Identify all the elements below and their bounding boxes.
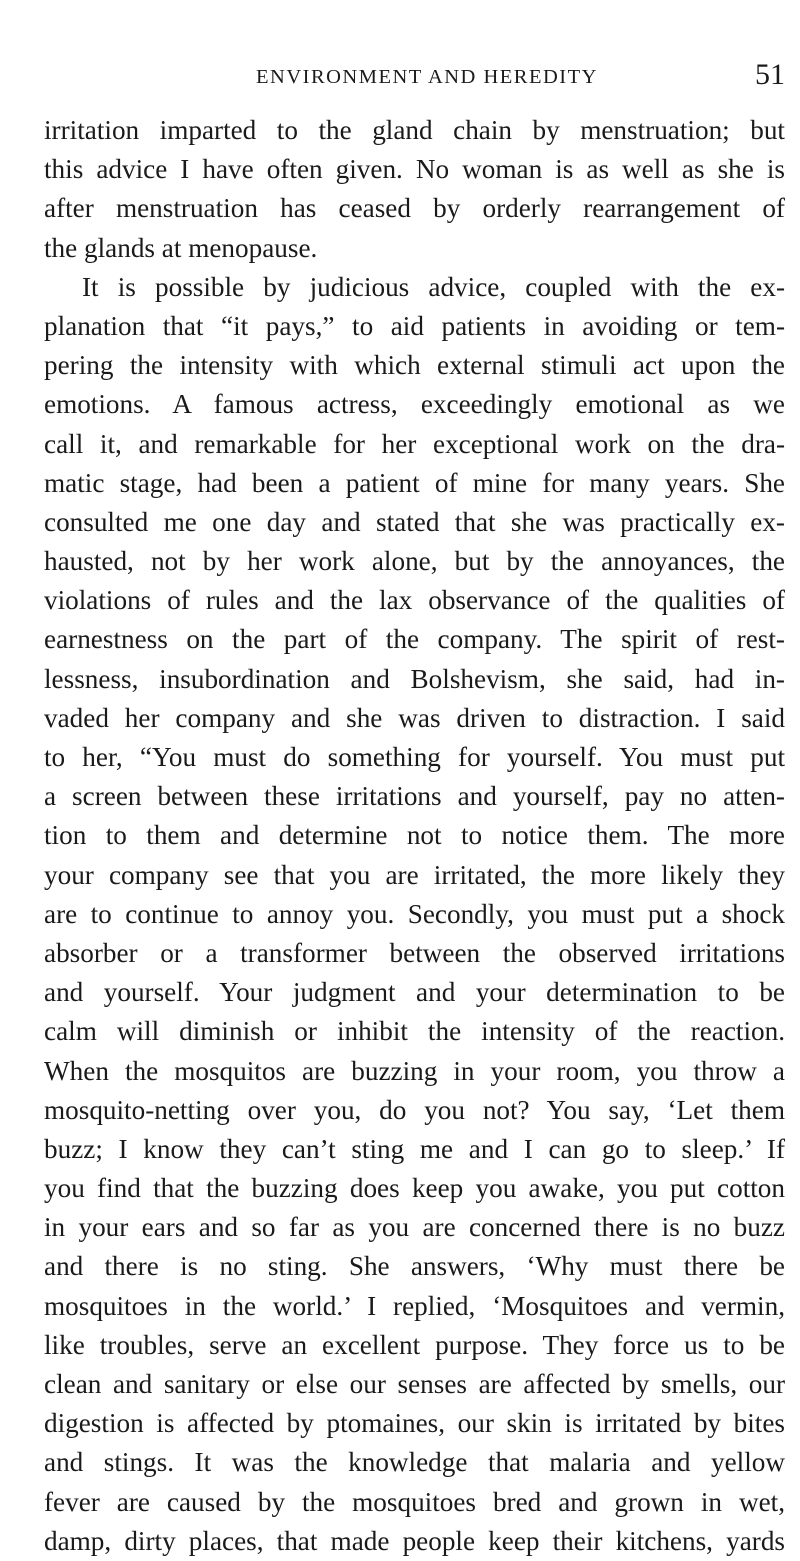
text-line: lessness, insubordination and Bolshevism, she said, had in- [44, 663, 785, 694]
text-line: and yourself. Your judgment and your determination to be [44, 977, 785, 1008]
text-line: absorber or a transformer between the observed irritations [44, 937, 785, 968]
text-line: planation that “it pays,” to aid patients in avoiding or tem- [44, 310, 785, 341]
text-line: matic stage, had been a patient of mine for many years. She [44, 467, 785, 498]
text-line: clean and sanitary or else our senses are affected by smells, our [44, 1369, 785, 1399]
page-number: 51 [755, 58, 785, 91]
text-line: in your ears and so far as you are concerned there is no buzz [44, 1212, 785, 1243]
text-line: tion to them and determine not to notice them. The more [44, 820, 785, 851]
text-line: like troubles, serve an excellent purpose. They force us to be [44, 1329, 785, 1360]
text-line: call it, and remarkable for her exceptional work on the dra- [44, 428, 785, 459]
text-line: When the mosquitos are buzzing in your room, you throw a [44, 1055, 785, 1086]
text-line: digestion is affected by ptomaines, our skin is irritated by bites [44, 1408, 785, 1439]
text-line: pering the intensity with which external stimuli act upon the [44, 350, 785, 381]
text-line: you find that the buzzing does keep you awake, you put cotton [44, 1173, 785, 1204]
text-line: this advice I have often given. No woman is as well as she is [44, 154, 785, 185]
text-line: after menstruation has ceased by orderly rearrangement of [44, 193, 785, 224]
text-line: mosquito-netting over you, do you not? You say, ‘Let them [44, 1094, 785, 1125]
text-line: violations of rules and the lax observance of the qualities of [44, 585, 785, 616]
text-line: It is possible by judicious advice, coupled with the ex- [82, 271, 785, 302]
text-line: to her, “You must do something for yourself. You must put [44, 742, 785, 772]
text-line: are to continue to annoy you. Secondly, you must put a shock [44, 898, 785, 929]
body-text [44, 111, 785, 1561]
text-line: mosquitoes in the world.’ I replied, ‘Mosquitoes and vermin, [44, 1290, 785, 1321]
text-line: earnestness on the part of the company. The spirit of rest- [44, 624, 785, 655]
text-line: hausted, not by her work alone, but by the annoyances, the [44, 546, 785, 577]
text-line: a screen between these irritations and yourself, pay no atten- [44, 781, 785, 812]
text-line: and stings. It was the knowledge that malaria and yellow [44, 1447, 785, 1478]
text-line: calm will diminish or inhibit the intensity of the reaction. [44, 1016, 785, 1047]
text-line: your company see that you are irritated, the more likely they [44, 859, 785, 890]
text-line: vaded her company and she was driven to distraction. I said [44, 702, 785, 733]
text-line: emotions. A famous actress, exceedingly emotional as we [44, 389, 785, 420]
text-line: and there is no sting. She answers, ‘Why must there be [44, 1251, 785, 1282]
page-header [140, 58, 785, 92]
text-line: buzz; I know they can’t sting me and I can go to sleep.’ If [44, 1133, 785, 1164]
text-line: the glands at menopause. [44, 232, 318, 263]
text-line: irritation imparted to the gland chain by menstruation; but [44, 115, 785, 145]
text-line: fever are caused by the mosquitoes bred and grown in wet, [44, 1486, 785, 1517]
text-line: consulted me one day and stated that she was practically ex- [44, 506, 785, 537]
running-head: ENVIRONMENT AND HEREDITY [256, 66, 598, 88]
text-line: damp, dirty places, that made people keep their kitchens, yards [44, 1525, 785, 1556]
